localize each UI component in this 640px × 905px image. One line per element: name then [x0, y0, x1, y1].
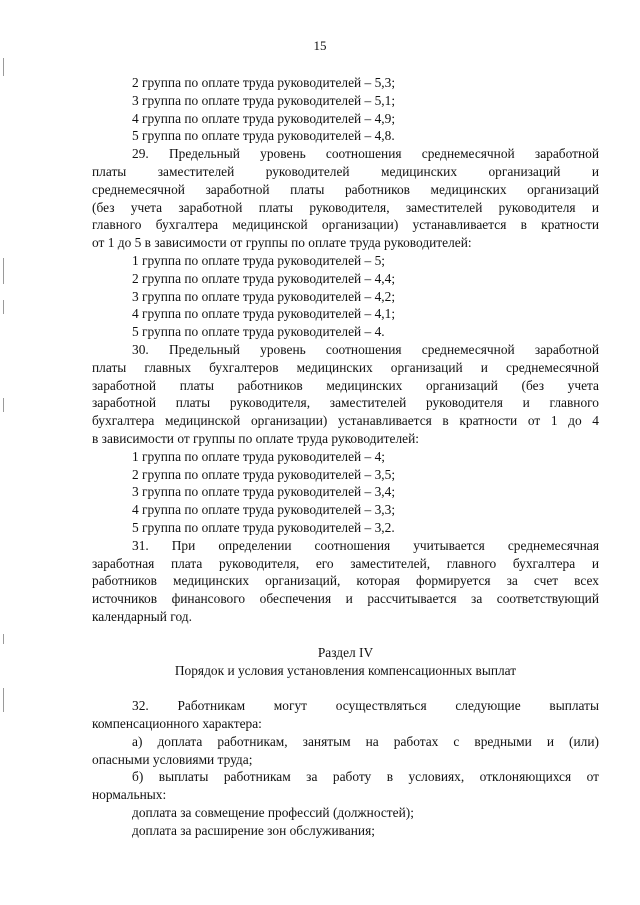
paragraph-line: 31. При определении соотношения учитывается среднемесячная — [132, 537, 599, 553]
list-item: 3 группа по оплате труда руководителей – 5,1; — [132, 92, 396, 108]
paragraph-line: от 1 до 5 в зависимости от группы по оплате труда руководителей: — [92, 235, 472, 251]
list-item: 2 группа по оплате труда руководителей – 5,3; — [132, 75, 396, 90]
list-item: 4 группа по оплате труда руководителей – 3,3; — [132, 502, 396, 518]
paragraph-line: б) выплаты работникам за работу в условиях, отклоняющихся от — [132, 769, 599, 785]
list-item: 1 группа по оплате труда руководителей – 4; — [132, 448, 386, 464]
list-item: доплата за совмещение профессий (должностей); — [132, 805, 414, 821]
paragraph-line: компенсационного характера: — [92, 716, 262, 732]
list-item: 2 группа по оплате труда руководителей – 4,4; — [132, 270, 396, 286]
list-item: 4 группа по оплате труда руководителей – 4,9; — [132, 110, 396, 126]
paragraph-line: 29. Предельный уровень соотношения среднемесячной заработной — [132, 146, 599, 162]
list-item: 5 группа по оплате труда руководителей – 4. — [132, 324, 385, 340]
group-ratio-list-2 — [92, 252, 599, 341]
paragraph-line: платы заместителей руководителей медицинских организаций и — [92, 163, 599, 179]
paragraph-32-b — [92, 768, 599, 804]
paragraph-line: источников финансового обеспечения и рассчитывается за соответствующий — [92, 591, 599, 607]
spacer — [92, 626, 599, 644]
scan-margin-marks — [0, 0, 12, 905]
paragraph-line: среднемесячной заработной платы работников медицинских организаций — [92, 181, 599, 197]
document-body — [92, 74, 599, 840]
paragraph-line: заработной платы работников медицинских организаций (без учета — [92, 377, 599, 393]
section-label: Раздел IV — [317, 644, 374, 660]
list-item: 2 группа по оплате труда руководителей – 3,5; — [132, 466, 396, 482]
scan-mark — [3, 258, 4, 284]
paragraph-line: платы главных бухгалтеров медицинских организаций и среднемесячной — [92, 359, 599, 375]
paragraph-line: (без учета заработной платы руководителя, заместителей руководителя и — [92, 199, 599, 215]
section-title: Порядок и условия установления компенсационных выплат — [174, 662, 517, 678]
spacer — [92, 679, 599, 697]
list-item: 5 группа по оплате труда руководителей – 3,2. — [132, 519, 395, 535]
scan-mark — [3, 634, 4, 644]
paragraph-line: главного бухгалтера медицинской организации) устанавливается в кратности — [92, 217, 599, 233]
paragraph-line: работников медицинских организаций, которая формируется за счет всех — [92, 573, 599, 589]
paragraph-line: календарный год. — [92, 608, 192, 624]
paragraph-line: а) доплата работникам, занятым на работах с вредными и (или) — [132, 733, 599, 749]
page-number: 15 — [313, 38, 327, 53]
scan-mark — [3, 300, 4, 314]
list-item: доплата за расширение зон обслуживания; — [132, 822, 375, 838]
list-item: 5 группа по оплате труда руководителей – 4,8. — [132, 128, 395, 144]
paragraph-30 — [92, 341, 599, 448]
paragraph-line: 32. Работникам могут осуществляться следующие выплаты — [132, 698, 599, 714]
paragraph-line: заработной платы руководителя, заместителей руководителя и главного — [92, 395, 599, 411]
paragraph-line: заработная плата руководителя, его заместителей, главного бухгалтера и — [92, 555, 599, 571]
list-item: 1 группа по оплате труда руководителей – 5; — [132, 252, 386, 268]
allowance-list — [92, 804, 599, 840]
scan-mark — [3, 58, 4, 76]
paragraph-32 — [92, 697, 599, 733]
paragraph-29 — [92, 145, 599, 252]
scan-mark — [3, 688, 4, 712]
paragraph-line: бухгалтера медицинской организации) устанавливается в кратности от 1 до 4 — [92, 413, 599, 429]
paragraph-line: в зависимости от группы по оплате труда руководителей: — [92, 430, 419, 446]
paragraph-32-a — [92, 733, 599, 769]
group-ratio-list-3 — [92, 448, 599, 537]
paragraph-line: нормальных: — [92, 787, 167, 803]
paragraph-line: 30. Предельный уровень соотношения среднемесячной заработной — [132, 341, 599, 357]
scan-mark — [3, 398, 4, 412]
paragraph-line: опасными условиями труда; — [92, 751, 253, 767]
paragraph-31 — [92, 537, 599, 626]
list-item: 3 группа по оплате труда руководителей – 3,4; — [132, 484, 396, 500]
group-ratio-list-1 — [92, 74, 599, 145]
list-item: 4 группа по оплате труда руководителей – 4,1; — [132, 306, 396, 322]
list-item: 3 группа по оплате труда руководителей – 4,2; — [132, 288, 396, 304]
